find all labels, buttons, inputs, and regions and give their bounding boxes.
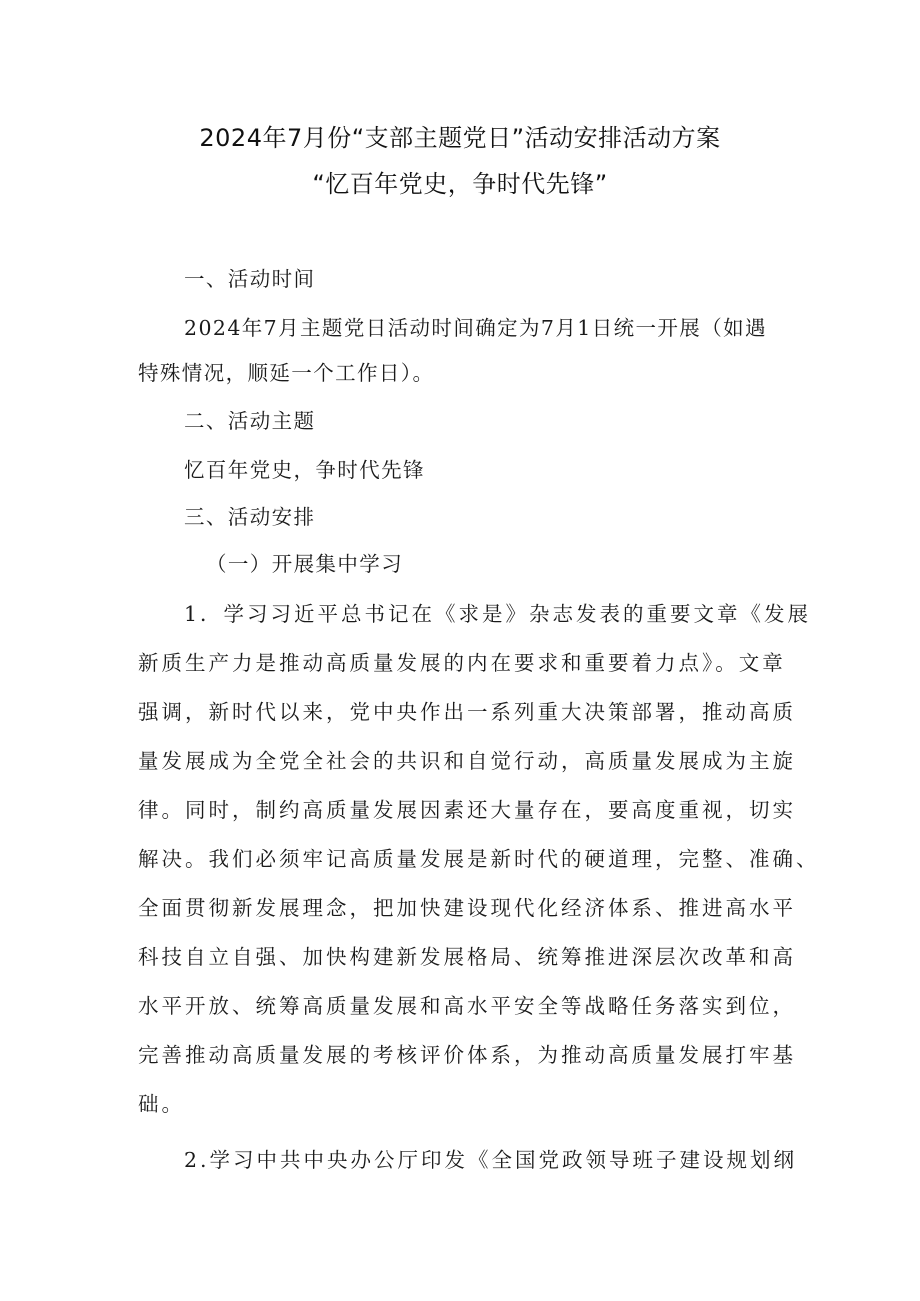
paragraph-item1-line: 律。同时，制约高质量发展因素还大量存在，要高度重视，切实 <box>138 798 796 822</box>
section-heading-theme: 二、活动主题 <box>184 409 316 433</box>
paragraph-item1-line: 新质生产力是推动高质量发展的内在要求和重要着力点》。文章 <box>138 651 786 675</box>
section-heading-time: 一、活动时间 <box>184 267 316 291</box>
paragraph-item1-line: 强调，新时代以来，党中央作出一系列重大决策部署，推动高质 <box>138 700 796 724</box>
paragraph-item1-line: 解决。我们必须牢记高质量发展是新时代的硬道理，完整、准确、 <box>138 847 820 871</box>
paragraph-item1-line: 量发展成为全党全社会的共识和自觉行动，高质量发展成为主旋 <box>138 749 796 773</box>
section-heading-arrangement: 三、活动安排 <box>184 505 316 529</box>
paragraph-item1-line: 全面贯彻新发展理念，把加快建设现代化经济体系、推进高水平 <box>138 896 796 920</box>
paragraph-item1-line: 础。 <box>138 1092 185 1116</box>
document-title: 2024年7月份“支部主题党日”活动安排活动方案 <box>199 124 721 152</box>
subsection-heading-study: （一）开展集中学习 <box>206 552 404 576</box>
paragraph-item1-line: 科技自立自强、加快构建新发展格局、统筹推进深层次改革和高 <box>138 945 796 969</box>
paragraph-item2-line: 2.学习中共中央办公厅印发《全国党政领导班子建设规划纲 <box>184 1148 798 1172</box>
paragraph-theme: 忆百年党史，争时代先锋 <box>184 458 425 482</box>
paragraph-item1-line: 水平开放、统筹高质量发展和高水平安全等战略任务落实到位， <box>138 994 796 1018</box>
paragraph-time-line: 特殊情况，顺延一个工作日）。 <box>138 361 435 385</box>
paragraph-time-line: 2024年7月主题党日活动时间确定为7月1日统一开展（如遇 <box>184 316 767 340</box>
document-subtitle: “忆百年党史，争时代先锋” <box>312 170 608 198</box>
paragraph-item1-line: 完善推动高质量发展的考核评价体系，为推动高质量发展打牢基 <box>138 1043 796 1067</box>
paragraph-item1-line: 1．学习习近平总书记在《求是》杂志发表的重要文章《发展 <box>184 602 812 626</box>
